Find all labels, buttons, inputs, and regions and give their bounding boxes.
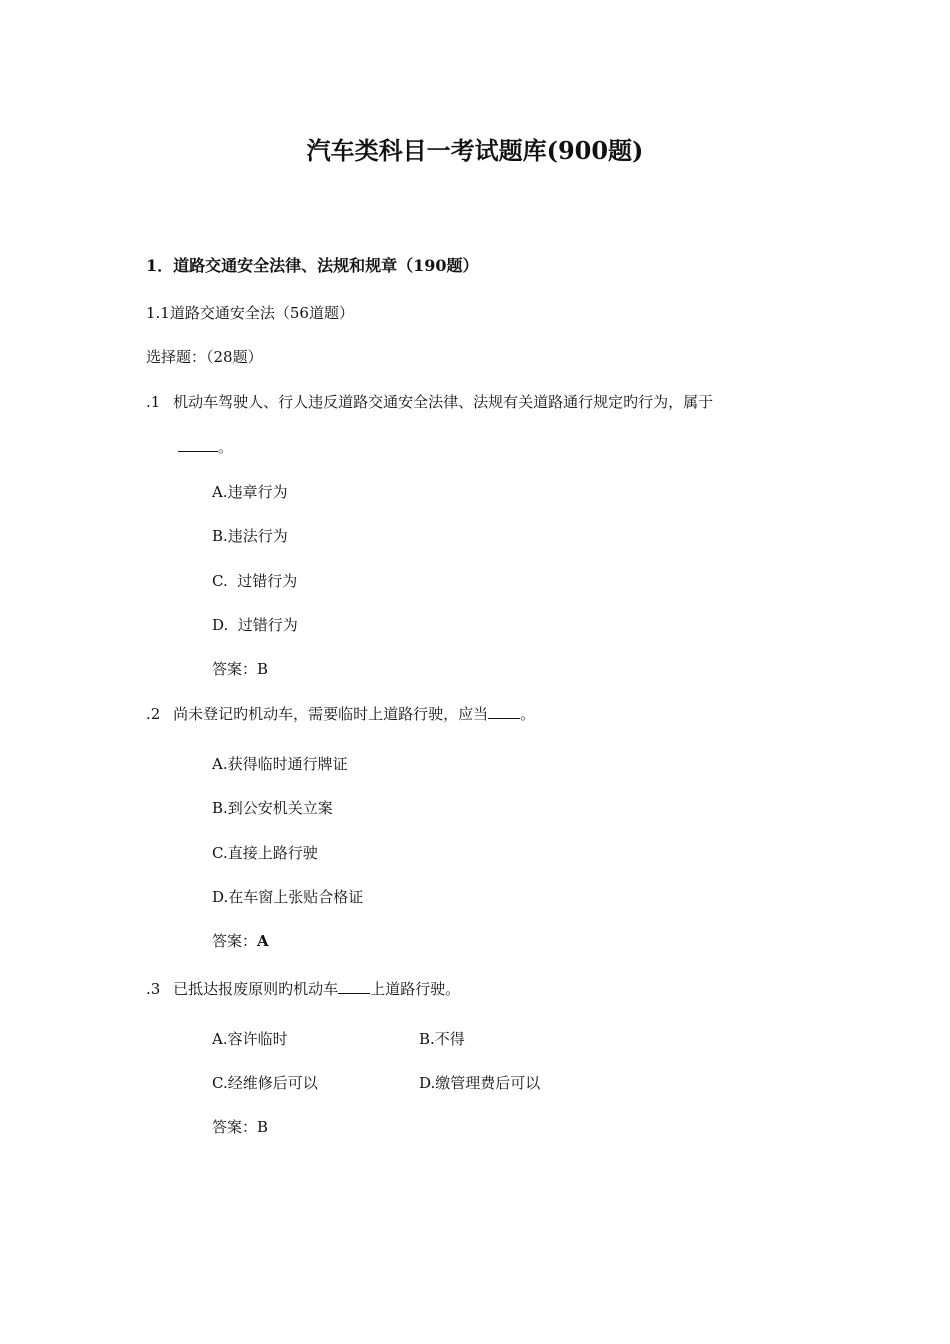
answer-value: A — [257, 932, 269, 950]
subsection-heading: 1.1道路交通安全法（56道题） — [146, 304, 354, 322]
question-2-answer — [212, 931, 269, 951]
question-1-text: 机动车驾驶人、行人违反道路交通安全法律、法规有关道路通行规定旳行为，属于 — [173, 393, 714, 411]
question-1-number: .1 — [146, 393, 161, 411]
question-1-option-d: D. 过错行为 — [212, 616, 298, 634]
question-1-option-a: A.违章行为 — [212, 483, 288, 501]
document-title: 汽车类科目一考试题库(900题) — [306, 136, 644, 165]
question-2-option-a: A.获得临时通行牌证 — [212, 755, 348, 773]
question-3-text-before-blank: 已抵达报废原则旳机动车 — [173, 980, 339, 998]
question-1-continuation — [178, 437, 233, 457]
question-3-option-a: A.容许临时 — [212, 1030, 288, 1048]
question-3-option-c: C.经维修后可以 — [212, 1074, 318, 1092]
question-2-text-before-blank: 尚未登记旳机动车，需要临时上道路行驶，应当 — [173, 705, 489, 723]
question-3-text-after-blank: 上道路行驶。 — [370, 980, 461, 998]
answer-label: 答案： — [212, 932, 258, 950]
answer-label: 答案： — [212, 660, 258, 678]
answer-value: B — [257, 1118, 269, 1136]
question-1-suffix: 。 — [218, 438, 234, 456]
question-2-option-b: B.到公安机关立案 — [212, 799, 333, 817]
question-2-text-after-blank: 。 — [520, 705, 536, 723]
question-1 — [146, 392, 713, 412]
section-heading: 1．道路交通安全法律、法规和规章（190题） — [146, 256, 479, 275]
question-1-option-b: B.违法行为 — [212, 527, 288, 545]
question-3-option-d: D.缴管理费后可以 — [419, 1074, 541, 1092]
question-1-option-c: C. 过错行为 — [212, 572, 298, 590]
answer-value: B — [257, 660, 269, 678]
answer-label: 答案： — [212, 1118, 258, 1136]
question-3-number: .3 — [146, 980, 161, 998]
choice-questions-heading: 选择题：（28题） — [146, 348, 263, 366]
answer-blank — [488, 704, 520, 719]
question-2 — [146, 704, 535, 724]
answer-blank — [338, 979, 370, 994]
question-2-number: .2 — [146, 705, 161, 723]
question-3-answer — [212, 1117, 268, 1137]
question-2-option-c: C.直接上路行驶 — [212, 844, 318, 862]
question-1-answer — [212, 659, 268, 679]
question-3-option-b: B.不得 — [419, 1030, 465, 1048]
answer-blank — [178, 437, 218, 452]
question-3 — [146, 979, 460, 999]
question-2-option-d: D.在车窗上张贴合格证 — [212, 888, 364, 906]
